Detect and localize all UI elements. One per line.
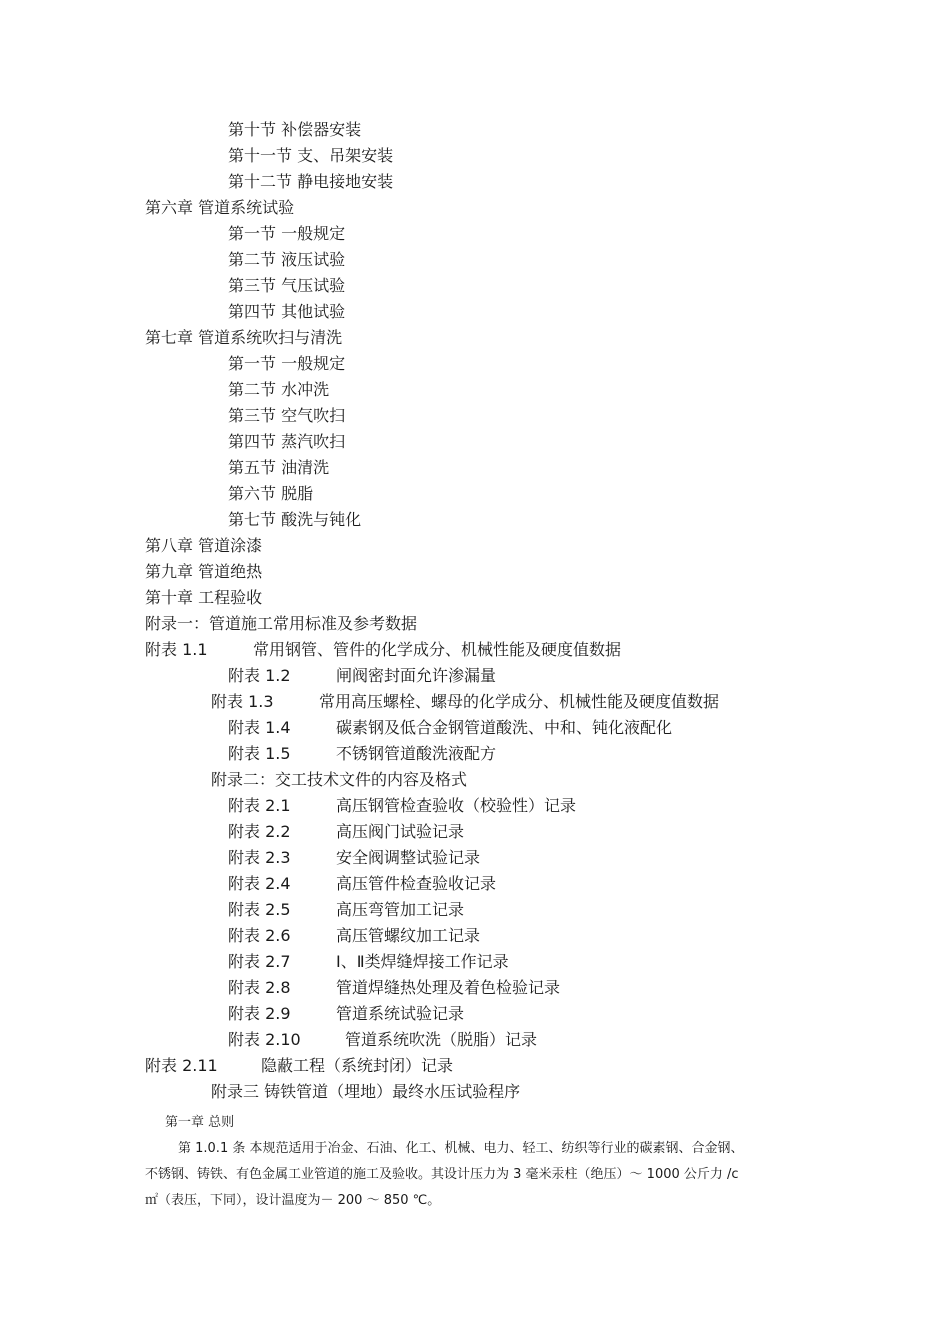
toc-entry: 第二节 水冲洗 (228, 380, 330, 399)
table-title: 管道焊缝热处理及着色检验记录 (336, 978, 561, 997)
toc-table-entry (228, 1004, 464, 1024)
table-label: 附表 2.1 (228, 796, 291, 815)
table-title: 常用钢管、管件的化学成分、机械性能及硬度值数据 (253, 640, 622, 659)
table-label: 附表 2.2 (228, 822, 291, 841)
table-title: 高压管螺纹加工记录 (336, 926, 481, 945)
table-label: 附表 2.10 (228, 1030, 301, 1049)
table-title: 高压弯管加工记录 (336, 900, 465, 919)
table-title: 安全阀调整试验记录 (336, 848, 481, 867)
table-label: 附表 2.5 (228, 900, 291, 919)
section-heading: 第一章 总则 (165, 1115, 235, 1130)
toc-chapter: 第八章 管道涂漆 (145, 536, 263, 555)
toc-entry: 第十二节 静电接地安装 (228, 172, 394, 191)
toc-table-entry (145, 1056, 453, 1076)
toc-entry: 第四节 蒸汽吹扫 (228, 432, 346, 451)
toc-table-entry (228, 666, 496, 686)
table-title: 高压阀门试验记录 (336, 822, 465, 841)
toc-chapter: 第九章 管道绝热 (145, 562, 263, 581)
table-label: 附表 1.3 (211, 692, 274, 711)
toc-table-entry (228, 848, 480, 868)
toc-table-entry (228, 874, 496, 894)
paragraph-line: 第 1.0.1 条 本规范适用于冶金、石油、化工、机械、电力、轻工、纺织等行业的碳素钢、合金钢、 (178, 1141, 744, 1156)
toc-entry: 第二节 液压试验 (228, 250, 346, 269)
table-title: 闸阀密封面允许渗漏量 (336, 666, 497, 685)
table-title: 高压钢管检查验收（校验性）记录 (336, 796, 577, 815)
paragraph-line: ㎡（表压，下同），设计温度为－ 200 ～ 850 ℃。 (145, 1193, 441, 1208)
table-title: 管道系统吹洗（脱脂）记录 (345, 1030, 538, 1049)
table-title: 常用高压螺栓、螺母的化学成分、机械性能及硬度值数据 (319, 692, 720, 711)
toc-entry: 第四节 其他试验 (228, 302, 346, 321)
toc-table-entry (228, 952, 509, 972)
table-label: 附表 1.4 (228, 718, 291, 737)
toc-entry: 第三节 空气吹扫 (228, 406, 346, 425)
toc-appendix: 附录二：交工技术文件的内容及格式 (211, 770, 468, 789)
table-label: 附表 2.8 (228, 978, 291, 997)
toc-table-entry (228, 900, 464, 920)
table-title: 不锈钢管道酸洗液配方 (336, 744, 497, 763)
table-title: 隐蔽工程（系统封闭）记录 (261, 1056, 454, 1075)
table-label: 附表 1.2 (228, 666, 291, 685)
toc-table-entry (145, 640, 621, 660)
toc-appendix: 附录三 铸铁管道（埋地）最终水压试验程序 (211, 1082, 521, 1101)
toc-table-entry (228, 796, 576, 816)
toc-entry: 第十节 补偿器安装 (228, 120, 362, 139)
table-label: 附表 2.4 (228, 874, 291, 893)
table-title: 高压管件检查验收记录 (336, 874, 497, 893)
table-label: 附表 1.5 (228, 744, 291, 763)
toc-table-entry (228, 744, 496, 764)
table-title: Ⅰ、Ⅱ类焊缝焊接工作记录 (336, 952, 509, 971)
toc-entry: 第七节 酸洗与钝化 (228, 510, 362, 529)
table-title: 管道系统试验记录 (336, 1004, 465, 1023)
toc-entry: 第一节 一般规定 (228, 224, 346, 243)
toc-entry: 第六节 脱脂 (228, 484, 314, 503)
table-label: 附表 2.11 (145, 1056, 218, 1075)
table-label: 附表 2.9 (228, 1004, 291, 1023)
table-label: 附表 1.1 (145, 640, 208, 659)
table-label: 附表 2.7 (228, 952, 291, 971)
toc-entry: 第十一节 支、吊架安装 (228, 146, 394, 165)
toc-chapter: 第十章 工程验收 (145, 588, 263, 607)
table-label: 附表 2.3 (228, 848, 291, 867)
toc-table-entry (228, 718, 672, 738)
toc-table-entry (228, 1030, 537, 1050)
toc-entry: 第一节 一般规定 (228, 354, 346, 373)
toc-chapter: 第七章 管道系统吹扫与清洗 (145, 328, 343, 347)
toc-table-entry (228, 822, 464, 842)
table-label: 附表 2.6 (228, 926, 291, 945)
toc-entry: 第三节 气压试验 (228, 276, 346, 295)
table-title: 碳素钢及低合金钢管道酸洗、中和、钝化液配化 (336, 718, 673, 737)
toc-entry: 第五节 油清洗 (228, 458, 330, 477)
toc-appendix: 附录一：管道施工常用标准及参考数据 (145, 614, 418, 633)
toc-chapter: 第六章 管道系统试验 (145, 198, 295, 217)
toc-table-entry (228, 926, 480, 946)
paragraph-line: 不锈钢、铸铁、有色金属工业管道的施工及验收。其设计压力为 3 毫米汞柱（绝压）～ 1000 公斤力 /c (145, 1167, 739, 1182)
toc-table-entry (211, 692, 719, 712)
toc-table-entry (228, 978, 560, 998)
